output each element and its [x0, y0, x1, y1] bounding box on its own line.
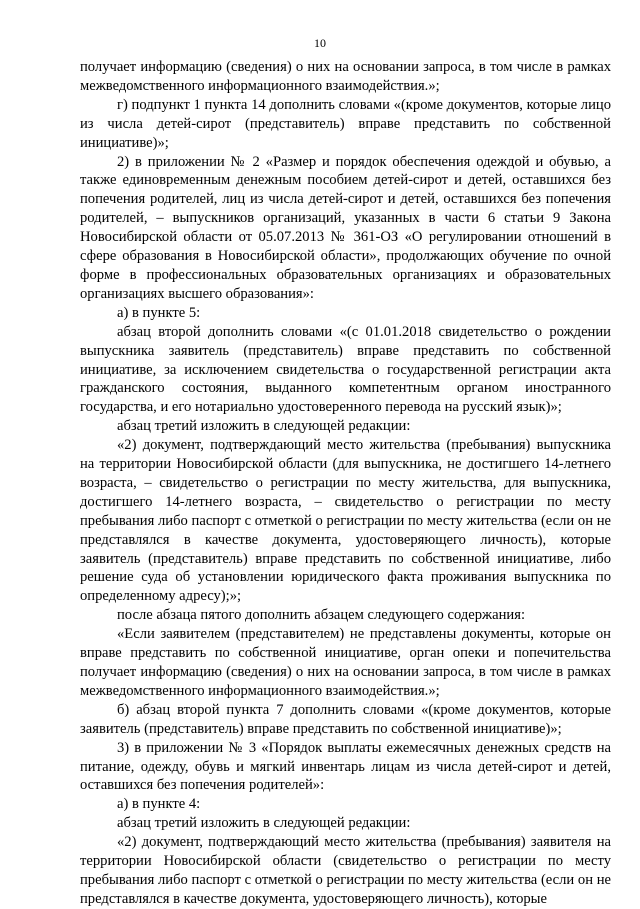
paragraph: «2) документ, подтверждающий место жительства (пребывания) заявителя на территории Новосибирской области (свидетельство о регистрации по месту пребывания либо паспорт с отметкой о регистрации по месту жительства (если он не представлялся в качестве документа, удостоверяющего личность), которые — [80, 834, 611, 907]
paragraph: «Если заявителем (представителем) не представлены документы, которые он вправе представить по собственной инициативе, орган опеки и попечительства получает информацию (сведения) о них на основании запроса, в том числе в рамках межведомственного информационного взаимодействия.»; — [80, 626, 611, 699]
paragraph: абзац третий изложить в следующей редакции: — [117, 815, 411, 832]
paragraph: 3) в приложении № 3 «Порядок выплаты ежемесячных денежных средств на питание, одежду, обувь и мягкий инвентарь лицам из числа детей-сирот и детей, оставшихся без попечения родителей»: — [80, 739, 611, 794]
paragraph: абзац третий изложить в следующей редакции: — [117, 418, 411, 435]
paragraph: а) в пункте 4: — [117, 796, 201, 813]
paragraph: получает информацию (сведения) о них на основании запроса, в том числе в рамках межведомственного информационного взаимодействия.»; — [80, 59, 611, 94]
paragraph: абзац второй дополнить словами «(с 01.01.2018 свидетельство о рождении выпускника заявитель (представитель) вправе представить по собственной инициативе, за исключением свидетельства о государственной регистрации акта гражданского состояния, выданного компетентным органом иностранного государства, и его нотариально удостоверенного перевода на русский язык)»; — [80, 323, 611, 416]
paragraph: 2) в приложении № 2 «Размер и порядок обеспечения одеждой и обувью, а также единовременным денежным пособием детей-сирот и детей, оставшихся без попечения родителей, лиц из числа детей-сирот и детей, оставшихся без попечения родителей, – выпускников организаций, указанных в части 6 статьи 9 Закона Новосибирской области от 05.07.2013 № 361-ОЗ «О регулировании отношений в сфере образования в Новосибирской области», продолжающих обучение по очной форме в профессиональных образовательных организациях и образовательных организациях высшего образования»: — [80, 153, 611, 302]
page-number: 10 — [314, 36, 326, 50]
document-body — [80, 58, 611, 909]
paragraph: после абзаца пятого дополнить абзацем следующего содержания: — [117, 607, 525, 624]
paragraph: б) абзац второй пункта 7 дополнить словами «(кроме документов, которые заявитель (представитель) вправе представить по собственной инициативе)»; — [80, 701, 611, 737]
paragraph: а) в пункте 5: — [117, 304, 201, 321]
paragraph: г) подпункт 1 пункта 14 дополнить словами «(кроме документов, которые лицо из числа детей-сирот (представитель) вправе представить по собственной инициативе)»; — [80, 96, 611, 151]
paragraph: «2) документ, подтверждающий место жительства (пребывания) выпускника на территории Новосибирской области (для выпускника, не достигшего 14-летнего возраста, – свидетельство о регистрации по месту жительства, для выпускника, достигшего 14-летнего возраста, – свидетельство о регистрации по месту пребывания либо паспорт с отметкой о регистрации по месту жительства (если он не представлялся в качестве документа, удостоверяющего личность), которые заявитель (представитель) вправе представить по собственной инициативе, либо решение суда об установлении юридического факта проживания выпускника по определенному адресу);»; — [80, 437, 611, 605]
